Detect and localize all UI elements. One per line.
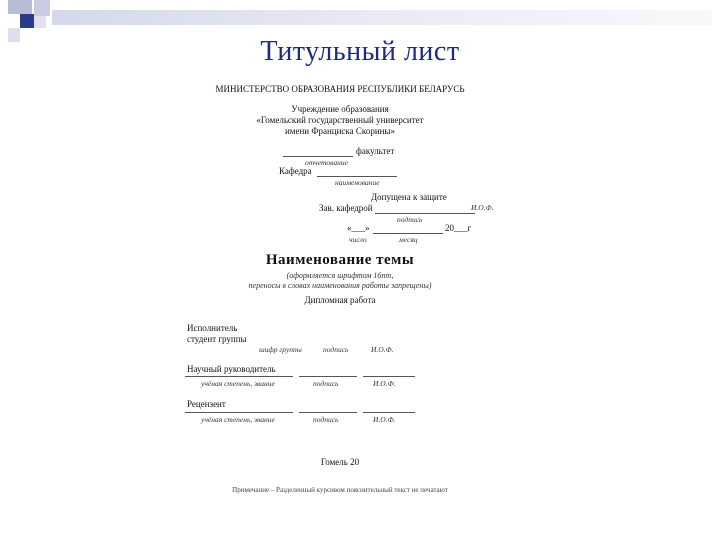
ministry-line: МИНИСТЕРСТВО ОБРАЗОВАНИЯ РЕСПУБЛИКИ БЕЛАРУСЬ [215, 84, 465, 94]
institution-line-2: «Гомельский государственный университет [256, 115, 424, 125]
supervisor-degree: учёная степень, звание [201, 379, 275, 388]
supervisor-label: Научный руководитель [187, 364, 276, 374]
reviewer-blank-2 [299, 412, 357, 413]
head-blank [375, 213, 475, 214]
city-year: Гомель 20 [320, 457, 360, 467]
slide-title: Титульный лист [260, 36, 460, 67]
department-label: Кафедра [279, 166, 312, 176]
decor-square [8, 0, 32, 14]
head-initials: И.О.Ф. [471, 203, 494, 212]
faculty-blank [283, 156, 353, 157]
topic-hint-1: (оформляется шрифтом 16пт, [286, 271, 394, 280]
footnote: Примечание – Разделенный курсивом пояснительный текст не печатают [232, 486, 448, 494]
executor-signature: подпись [323, 345, 349, 354]
head-label: Зав. кафедрой [319, 203, 373, 213]
executor-label-1: Исполнитель [187, 323, 238, 333]
date-month-blank [373, 233, 443, 234]
topic-title: Наименование темы [265, 252, 415, 268]
supervisor-blank-2 [299, 376, 357, 377]
institution-line-1: Учреждение образования [291, 104, 389, 114]
supervisor-signature: подпись [313, 379, 339, 388]
admitted-label: Допущена к защите [371, 192, 447, 202]
executor-label-2: студент группы [187, 334, 247, 344]
date-year: 20___г [445, 223, 472, 233]
supervisor-blank-3 [363, 376, 415, 377]
reviewer-blank-3 [363, 412, 415, 413]
reviewer-blank-1 [185, 412, 293, 413]
signature-hint: подпись [397, 215, 423, 224]
date-day: «___» [347, 223, 370, 233]
faculty-hint: отчетование [305, 158, 348, 167]
executor-group: шифр группы [259, 345, 302, 354]
reviewer-label: Рецензент [187, 399, 226, 409]
topic-hint-2: переносы в словах наименования работы запрещены) [248, 281, 432, 290]
reviewer-degree: учёная степень, звание [201, 415, 275, 424]
date-hint-day: число [349, 235, 367, 244]
work-type: Дипломная работа [304, 295, 376, 305]
department-hint: наименование [335, 178, 380, 187]
decor-square [34, 0, 50, 16]
supervisor-blank-1 [185, 376, 293, 377]
faculty-label: факультет [356, 146, 395, 156]
date-hint-month: месяц [399, 235, 418, 244]
reviewer-signature: подпись [313, 415, 339, 424]
decor-square [20, 14, 34, 28]
reviewer-initials: И.О.Ф. [373, 415, 396, 424]
header-bar [52, 10, 712, 25]
supervisor-initials: И.О.Ф. [373, 379, 396, 388]
title-page-sample [175, 80, 505, 500]
decor-square [34, 16, 46, 28]
department-blank [317, 176, 397, 177]
institution-line-3: имени Франциска Скорины» [284, 126, 396, 136]
executor-initials: И.О.Ф. [371, 345, 394, 354]
